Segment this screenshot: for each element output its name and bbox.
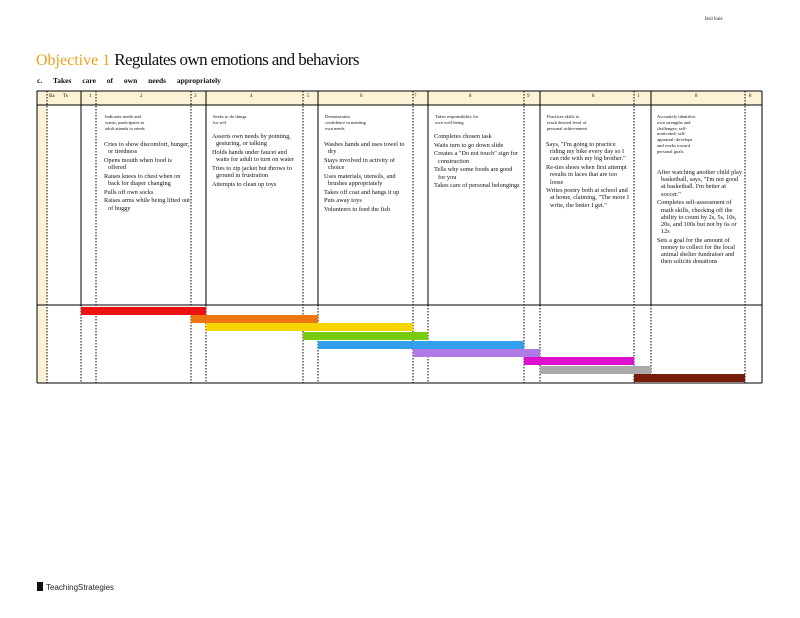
progression-bar-orange <box>191 315 318 323</box>
header-cell: 7 <box>414 94 417 99</box>
level-6-description: Demonstrates confidence in meeting own needs <box>325 114 366 131</box>
header-cell: Ts <box>63 94 68 99</box>
progression-bar-gray <box>540 366 651 374</box>
example-item: Creates a "Do not touch" sign for construction <box>434 150 518 165</box>
header-cell: 1 <box>89 94 92 99</box>
example-item: Completes self-assessment of math skills, checking off the ability to count by 2s, 5s, 10s, 20s, and 100s but not by 6s or 12s <box>657 199 737 236</box>
level-10-description: Practices skills to reach desired level of personal achievement <box>547 114 587 131</box>
header-cell: 4 <box>250 94 253 99</box>
example-item: Uses materials, utensils, and brushes appropriately <box>324 172 396 188</box>
example-item: Cries to show discomfort, hunger, or tiredness <box>104 141 190 156</box>
level-10-examples <box>546 141 631 210</box>
example-item: Raises knees to chest when on back for diaper changing <box>104 172 181 188</box>
header-cell: 9 <box>527 94 530 99</box>
objective-title: Regulates own emotions and behaviors <box>114 50 359 69</box>
example-item: Takes off coat and hangs it up <box>324 188 400 196</box>
level-4-examples <box>212 133 300 189</box>
logo-mark-icon <box>37 582 43 591</box>
progression-bar-red <box>81 307 206 315</box>
header-cell: 8 <box>592 94 595 99</box>
header-cell: 2 <box>140 94 143 99</box>
header-cell: 8 <box>469 94 472 99</box>
objective-label: Objective 1 <box>36 52 111 69</box>
progression-bar-green <box>303 332 428 340</box>
progression-bar-brown <box>634 374 745 382</box>
level-8-examples <box>434 133 520 191</box>
level-2-examples <box>104 141 190 213</box>
example-item: Puts away toys <box>324 197 362 205</box>
example-item: Writes poetry both at school and at home, claiming, "The more I write, the better I get." <box>546 187 629 209</box>
progression-bar-magenta <box>524 357 634 365</box>
header-cell: 5 <box>307 94 310 99</box>
example-item: Holds hands under faucet and waits for adult to turn on water <box>212 148 294 164</box>
example-item: Attempts to clean up toys <box>212 180 277 188</box>
header-cell: 1 <box>637 94 640 99</box>
example-item: Opens mouth when food is offered <box>104 156 172 172</box>
header-cell: 3 <box>194 94 197 99</box>
example-item: Tries to zip jacket but throws to ground in frustration <box>212 164 292 180</box>
example-item: Completes chosen task <box>434 133 492 140</box>
example-item: Waits turn to go down slide <box>434 141 504 149</box>
header-cell: 6 <box>360 94 363 99</box>
example-item: Says, "I'm going to practice riding my bike every day so I can ride with my big brother." <box>546 141 626 163</box>
corner-tag: Iexl lrais <box>705 17 723 22</box>
progression-bar-yellow <box>206 323 413 331</box>
example-item: Sets a goal for the amount of money to collect for the local animal shelter fundraiser and then solicits donations <box>657 236 735 266</box>
example-item: Raises arms while being lifted out of buggy <box>104 197 190 212</box>
example-item: Pulls off own socks <box>104 188 154 196</box>
level-2-description: Indicates needs and wants; participates as adult attends to needs <box>105 114 145 131</box>
example-item: Asserts own needs by pointing, gesturing, or talking <box>212 133 291 148</box>
teaching-strategies-logo: TeachingStrategies <box>37 582 114 592</box>
progression-bar-purple <box>413 349 540 357</box>
level-12-description: Accurately identifies own strengths and challenges; self- motivated; self- appraisal; develops and works toward personal goals <box>657 114 696 154</box>
example-item: Re-ties shoes when first attempt results in laces that are too loose <box>546 164 627 186</box>
dimension-subheading: c. Takes care of own needs appropriately <box>37 76 221 85</box>
level-4-description: Seeks to do things for self <box>213 114 247 125</box>
example-item: Tells why some foods are good for you <box>434 166 513 181</box>
example-item: Takes care of personal belongings <box>434 182 520 190</box>
example-item: Volunteers to feed the fish <box>324 206 390 214</box>
level-12-examples <box>657 169 743 267</box>
example-item: After watching another child play basketball, says, "I'm not good at basketball. I'm better at soccer." <box>657 169 742 198</box>
example-item: Stays involved in activity of choice <box>324 156 396 172</box>
header-cell: 8 <box>749 94 752 99</box>
level-8-description: Takes responsibility for own well-being <box>435 114 479 125</box>
example-item: Washes hands and uses towel to dry <box>324 141 405 156</box>
level-6-examples <box>324 141 410 215</box>
progression-bar-blue <box>318 341 524 349</box>
header-cell: Ba <box>49 94 55 99</box>
header-cell: 8 <box>695 94 698 99</box>
